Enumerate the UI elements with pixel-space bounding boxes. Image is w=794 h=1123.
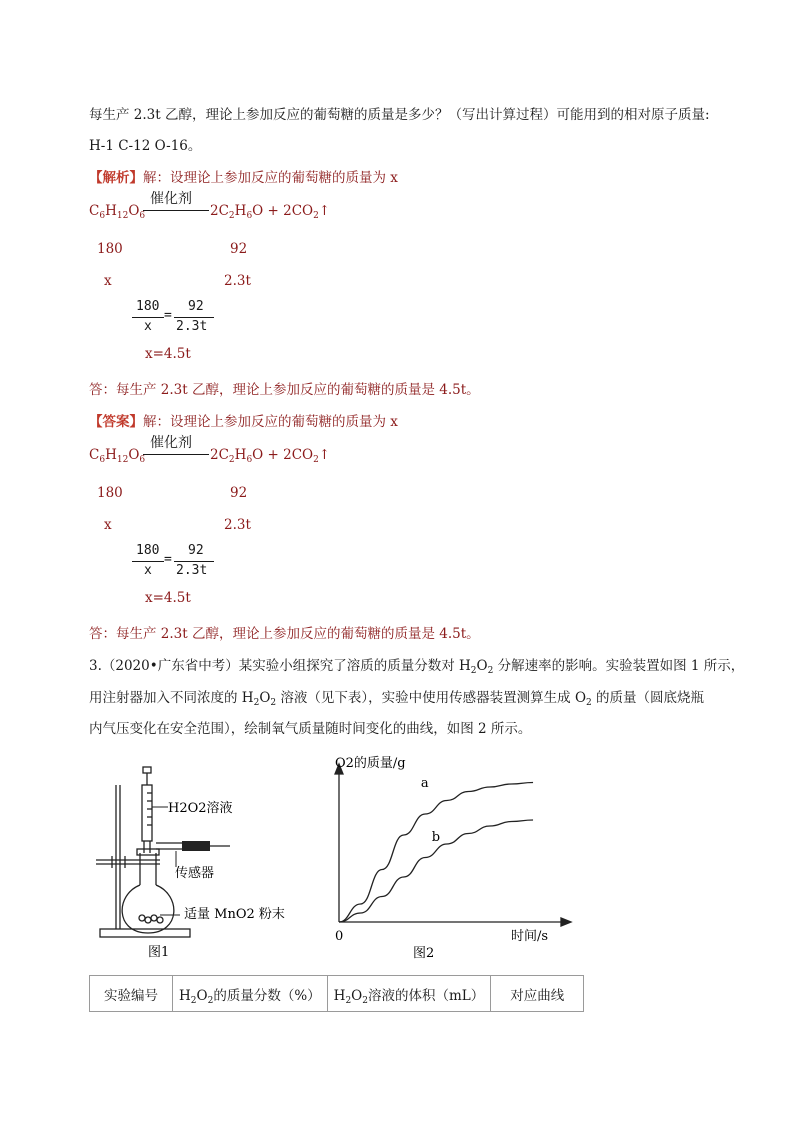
table-header-cell: $H_2O_2$的质量分数（%） <box>173 976 328 1012</box>
round-bottom-flask <box>122 885 174 933</box>
x-axis-label: 时间/s <box>511 929 549 944</box>
equals-sign: = <box>164 308 172 323</box>
question-3-line: 用注射器加入不同浓度的 $H_2O_2$ 溶液（见下表），实验中使用传感器装置测算生成 $O_2$ 的质量（圆底烧瓶 <box>89 690 705 708</box>
answer-tag: 【答案】 <box>89 414 143 430</box>
fraction-bar <box>174 561 214 562</box>
proportion-equation <box>130 299 220 335</box>
catalyst-label: 催化剂 <box>150 435 192 451</box>
fraction-numerator: 180 <box>136 299 160 314</box>
question-3-line: 3.（2020•广东省中考）某实验小组探究了溶质的质量分数对 $H_2O_2$ 分解速率的影响。实验装置如图 1 所示， <box>89 658 745 676</box>
origin-label: 0 <box>335 929 344 944</box>
ethanol-mass: 2.3t <box>224 517 251 533</box>
fraction-numerator: 92 <box>188 543 204 558</box>
fraction-denominator: 2.3t <box>176 319 208 334</box>
molar-mass-glucose: 180 <box>97 241 123 257</box>
molar-mass-glucose: 180 <box>97 485 123 501</box>
fraction-denominator: x <box>144 563 152 578</box>
experiment-table <box>89 975 584 1012</box>
fraction-bar <box>132 317 164 318</box>
unknown-x: x <box>104 273 112 289</box>
molar-mass-ethanol: 92 <box>230 241 248 257</box>
products-formula: $2C_2H_6O$ + $2CO_2↑$ <box>210 203 331 221</box>
reaction-arrow-line <box>143 210 209 211</box>
question-text-line: 每生产 2.3t 乙醇，理论上参加反应的葡萄糖的质量是多少？（写出计算过程）可能用到的相对原子质量: <box>89 107 710 123</box>
catalyst-label: 催化剂 <box>150 191 192 207</box>
mno2-powder-label: 适量 MnO2 粉末 <box>184 907 285 922</box>
figure-2-chart <box>325 750 580 965</box>
curve-a <box>339 783 533 923</box>
figure-2-caption: 图2 <box>413 946 435 961</box>
x-axis-arrow <box>561 918 571 926</box>
analysis-tag: 【解析】 <box>89 170 143 186</box>
fraction-bar <box>132 561 164 562</box>
h2o2-solution-label: H2O2溶液 <box>168 801 233 816</box>
products-formula: $2C_2H_6O$ + $2CO_2↑$ <box>210 447 331 465</box>
figure-1-caption: 图1 <box>148 945 170 960</box>
analysis-heading <box>89 166 398 186</box>
table-header-row <box>90 976 584 1012</box>
curve-b-label: b <box>431 830 441 845</box>
ethanol-mass: 2.3t <box>224 273 251 289</box>
fraction-bar <box>174 317 214 318</box>
answer-intro: 解：设理论上参加反应的葡萄糖的质量为 x <box>143 414 398 430</box>
figure-1-apparatus <box>90 755 320 965</box>
molar-mass-ethanol: 92 <box>230 485 248 501</box>
equals-sign: = <box>164 552 172 567</box>
table-header-cell: 对应曲线 <box>491 976 584 1012</box>
sensor-block <box>182 841 210 851</box>
result-value: x=4.5t <box>145 346 191 362</box>
answer-statement: 答：每生产 2.3t 乙醇，理论上参加反应的葡萄糖的质量是 4.5t。 <box>89 626 480 642</box>
fraction-denominator: 2.3t <box>176 563 208 578</box>
result-value: x=4.5t <box>145 590 191 606</box>
table-header-cell: 实验编号 <box>90 976 173 1012</box>
table-header-cell: $H_2O_2$溶液的体积（mL） <box>327 976 491 1012</box>
answer-heading <box>89 410 398 430</box>
analysis-intro: 解：设理论上参加反应的葡萄糖的质量为 x <box>143 170 398 186</box>
atomic-mass-list: H-1 C-12 O-16。 <box>89 138 202 154</box>
reactant-formula: $C_6H_{12}O_6$ <box>89 203 146 221</box>
fraction-denominator: x <box>144 319 152 334</box>
reactant-formula: $C_6H_{12}O_6$ <box>89 447 146 465</box>
fraction-numerator: 180 <box>136 543 160 558</box>
fraction-numerator: 92 <box>188 299 204 314</box>
sensor-label: 传感器 <box>175 866 215 881</box>
unknown-x: x <box>104 517 112 533</box>
question-3-line: 内气压变化在安全范围），绘制氧气质量随时间变化的曲线，如图 2 所示。 <box>89 721 532 737</box>
analysis-answer: 答：每生产 2.3t 乙醇，理论上参加反应的葡萄糖的质量是 4.5t。 <box>89 382 480 398</box>
y-axis-label: O2的质量/g <box>335 756 406 771</box>
proportion-equation <box>130 543 220 579</box>
syringe-plunger-head <box>143 767 151 773</box>
curve-a-label: a <box>420 776 429 791</box>
reaction-arrow-line <box>143 454 209 455</box>
